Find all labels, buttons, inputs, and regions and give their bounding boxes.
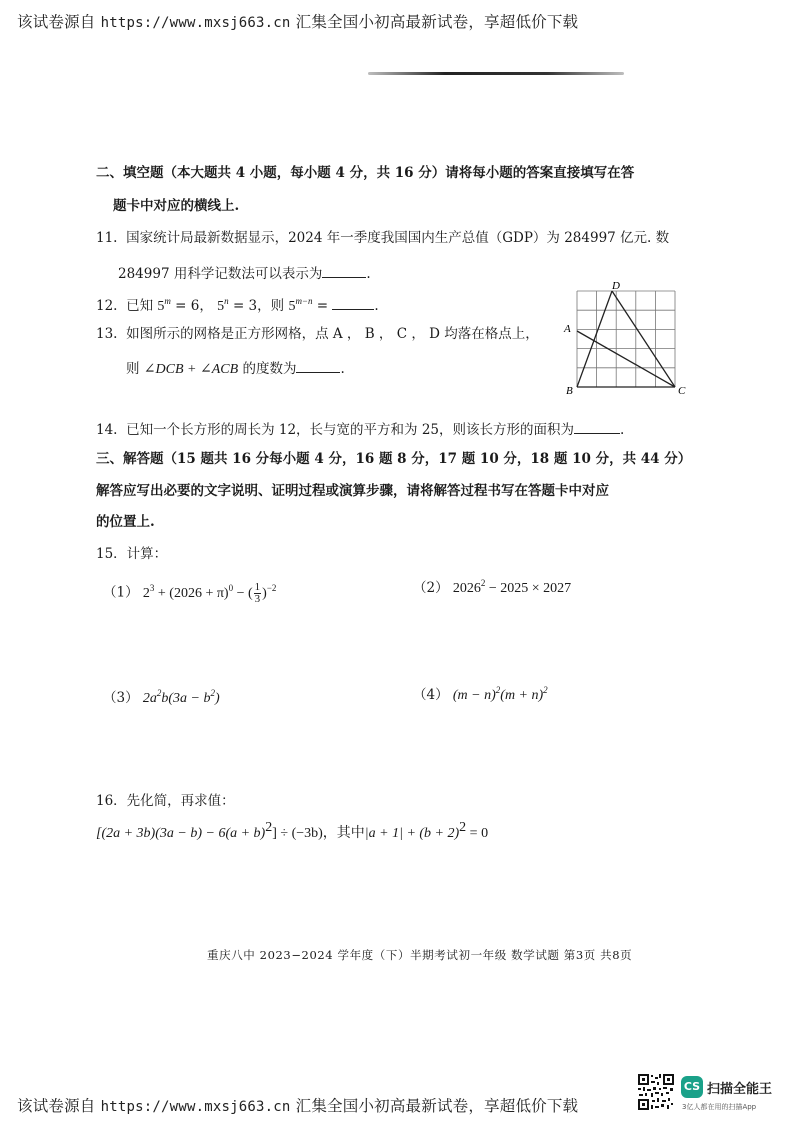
watermark-bottom bbox=[17, 1094, 578, 1116]
q12-number: 12. bbox=[96, 298, 118, 314]
q13-post: 的度数为 bbox=[242, 361, 297, 377]
q16-exp-c: 2 bbox=[459, 820, 467, 835]
scanner-app-name[interactable]: 扫描全能王 bbox=[707, 1082, 773, 1097]
q15-p1-frac-num: 1 bbox=[254, 581, 261, 593]
q15-p1-exp-d: −2 bbox=[266, 582, 277, 593]
page-footer: 重庆八中 2023−2024 学年度（下）半期考试初一年级 数学试题 第3页 共8页 bbox=[207, 948, 633, 962]
q15-p2-a: 2026 bbox=[452, 581, 481, 596]
q11-text1: 国家统计局最新数据显示，2024 年一季度我国国内生产总值（GDP）为 284997 亿元. 数 bbox=[126, 230, 670, 246]
q15-p1-fraction bbox=[254, 582, 262, 605]
q15-p4-a: (m − n) bbox=[452, 688, 496, 703]
q12-base3: 5 bbox=[288, 299, 296, 314]
q15-p3-exp-b: 2 bbox=[210, 688, 215, 698]
label-d: D bbox=[612, 280, 620, 292]
scanner-app-tagline: 3亿人都在用的扫描App bbox=[682, 1103, 757, 1111]
q15-p2-b: − 2025 × 2027 bbox=[485, 581, 572, 596]
label-a: A bbox=[564, 323, 571, 335]
q12-answer-blank[interactable] bbox=[332, 297, 374, 310]
q12-val1: = 6， bbox=[170, 298, 213, 314]
q15-p2-label: （2） bbox=[413, 580, 449, 596]
watermark-suffix: 汇集全国小初高最新试卷，享超低价下载 bbox=[295, 13, 579, 31]
figure-segments bbox=[577, 291, 675, 387]
q12-exp3: m−n bbox=[295, 296, 313, 306]
q15-part1 bbox=[103, 582, 276, 605]
q14-line: 14. 已知一个长方形的周长为 12，长与宽的平方和为 25，则该长方形的面积为 . bbox=[96, 422, 625, 438]
q15-part4 bbox=[413, 685, 548, 703]
label-c: C bbox=[678, 385, 686, 397]
q11-number: 11. bbox=[96, 230, 118, 246]
q12-line: 12. 已知 $5^m = 6$， $5^n = 3$，则 $5^{m-n}$ = . bbox=[96, 296, 379, 314]
q15-p4-b: (m + n) bbox=[500, 688, 544, 703]
q15-p1-exp-a: 3 bbox=[149, 582, 155, 593]
q15-part2 bbox=[413, 578, 572, 596]
q12-exp2: n bbox=[224, 296, 229, 306]
q15-p1-b: + (2026 + π) bbox=[154, 585, 229, 601]
section3-instructions: 解答应写出必要的文字说明、证明过程或演算步骤，请将解答过程书写在答题卡中对应 bbox=[96, 483, 609, 499]
q15-p1-a: 2 bbox=[142, 585, 150, 601]
q15-p4-exp-a: 2 bbox=[495, 685, 501, 695]
q12-val3: = bbox=[312, 298, 329, 314]
q12-base1: 5 bbox=[157, 299, 165, 314]
watermark-top bbox=[17, 10, 578, 32]
camscanner-logo-icon[interactable]: CS bbox=[681, 1076, 703, 1098]
section3-instructions-cont: 的位置上. bbox=[96, 514, 155, 530]
q15-p3-c: ) bbox=[215, 691, 220, 706]
q15-p3-b: b(3a − b bbox=[161, 691, 211, 706]
segment-dc bbox=[612, 291, 675, 387]
q14-text: 已知一个长方形的周长为 12，长与宽的平方和为 25，则该长方形的面积为 bbox=[126, 422, 575, 438]
q15-p4-label: （4） bbox=[413, 687, 449, 703]
q13-line1 bbox=[96, 328, 539, 342]
q15-p3-label: （3） bbox=[103, 690, 139, 706]
section3-heading: 三、解答题（15 题共 16 分每小题 4 分，16 题 8 分，17 题 10 分，18 题 10 分，共 44 分） bbox=[96, 451, 692, 467]
segment-bd bbox=[577, 291, 612, 387]
q12-val2: = 3，则 bbox=[228, 298, 285, 314]
q14-answer-blank[interactable] bbox=[574, 421, 620, 434]
q13-answer-blank[interactable] bbox=[296, 360, 340, 373]
q15-p1-frac-den: 3 bbox=[254, 593, 261, 605]
q13-number: 13. bbox=[96, 326, 118, 342]
q11-line2: 284997 用科学记数法可以表示为 . bbox=[118, 266, 371, 282]
q13-angle-expr: ∠DCB + ∠ACB bbox=[143, 362, 239, 377]
q15-p4-exp-b: 2 bbox=[543, 685, 548, 695]
section2-heading: 二、填空题（本大题共 4 小题，每小题 4 分，共 16 分）请将每小题的答案直接填写在答 bbox=[96, 165, 635, 181]
watermark-suffix-bottom: 汇集全国小初高最新试卷，享超低价下载 bbox=[295, 1097, 579, 1115]
q16-title: 16．先化简，再求值： bbox=[96, 793, 235, 809]
q15-p1-exp-b: 0 bbox=[228, 582, 234, 593]
q15-p1-label: （1） bbox=[103, 584, 139, 601]
q12-exp1: m bbox=[164, 296, 171, 306]
q15-p3-a: 2a bbox=[142, 691, 157, 706]
q12-base2: 5 bbox=[217, 299, 225, 314]
section2-heading-cont: 题卡中对应的横线上. bbox=[113, 198, 240, 214]
q16-expr-b: ] ÷ (−3b)，其中 bbox=[272, 826, 365, 841]
q14-number: 14. bbox=[96, 422, 118, 438]
segment-ac bbox=[577, 331, 675, 387]
q15-p3-exp-a: 2 bbox=[156, 688, 162, 698]
q15-p1-c: − ( bbox=[233, 585, 253, 601]
q13-pre: 则 bbox=[126, 361, 140, 377]
q15-p1-d: ) bbox=[262, 585, 267, 601]
q11-line1 bbox=[96, 232, 669, 246]
q16-expr-c: |a + 1| + (b + 2) bbox=[364, 826, 460, 841]
q13-line2: 则 ∠DCB + ∠ACB 的度数为 . bbox=[126, 361, 345, 377]
page-top-rule bbox=[368, 72, 624, 75]
q15-title: 15．计算： bbox=[96, 546, 168, 562]
q12-prefix: 已知 bbox=[126, 298, 154, 314]
q11-text2: 284997 用科学记数法可以表示为 bbox=[118, 266, 323, 282]
q13-text1: 如图所示的网格是正方形网格，点 A ， B ， C ， D 均落在格点上， bbox=[126, 326, 539, 342]
watermark-prefix: 该试卷源自 bbox=[17, 13, 96, 31]
q15-part3 bbox=[103, 688, 220, 706]
q16-exp-a: 2 bbox=[265, 820, 273, 835]
q15-p2-exp-a: 2 bbox=[480, 578, 486, 588]
q13-grid-figure bbox=[562, 280, 692, 400]
q16-expr-a: [(2a + 3b)(3a − b) − 6(a + b) bbox=[96, 826, 266, 841]
qr-code-icon[interactable] bbox=[637, 1073, 675, 1111]
q11-answer-blank[interactable] bbox=[322, 265, 366, 278]
watermark-url[interactable]: https://www.mxsj663.cn bbox=[100, 15, 291, 31]
watermark-prefix-bottom: 该试卷源自 bbox=[17, 1097, 96, 1115]
q16-expr-d: = 0 bbox=[466, 826, 489, 841]
watermark-url-bottom[interactable]: https://www.mxsj663.cn bbox=[100, 1099, 291, 1115]
q16-expression bbox=[96, 820, 489, 841]
label-b: B bbox=[566, 385, 573, 397]
